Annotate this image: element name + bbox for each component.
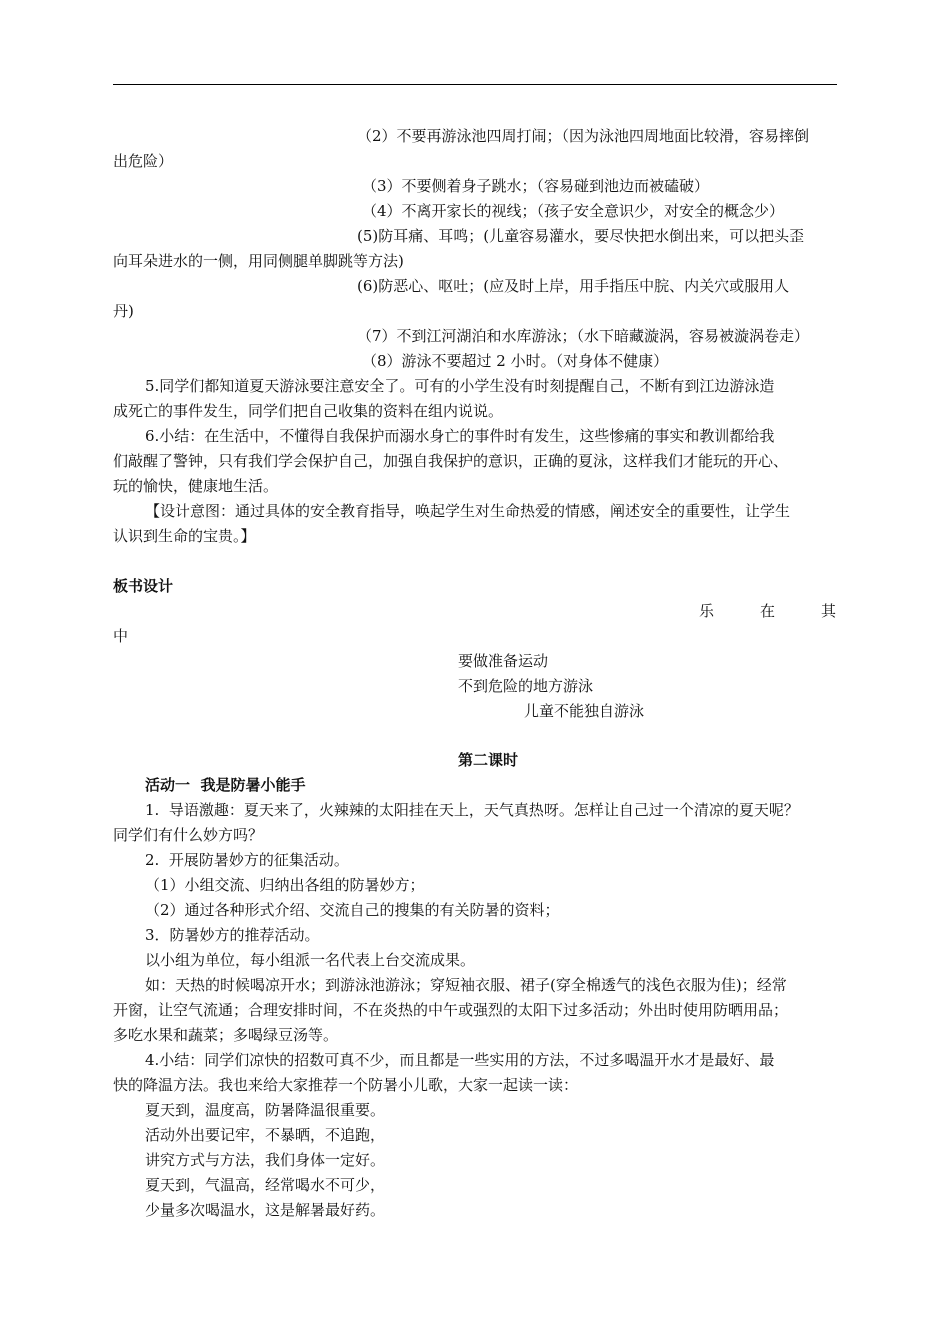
- lesson-2-title: 第二课时: [458, 751, 519, 769]
- song-line-1: 夏天到，温度高，防暑降温很重要。: [145, 1101, 386, 1119]
- safety-item-6-cont: 丹): [113, 302, 134, 320]
- paragraph-5-line-1: 5.同学们都知道夏天游泳要注意安全了。可有的小学生没有时刻提醒自己，不断有到江边游泳造: [145, 377, 775, 395]
- design-intent-line-1: 【设计意图：通过具体的安全教育指导，唤起学生对生命热爱的情感，阐述安全的重要性，让学生: [145, 502, 791, 520]
- paragraph-5-line-2: 成死亡的事件发生，同学们把自己收集的资料在组内说说。: [113, 402, 504, 420]
- board-title-char-2: 在: [760, 602, 776, 620]
- activity-1-heading: 活动一 我是防暑小能手: [145, 776, 306, 794]
- song-line-2: 活动外出要记牢，不暴晒，不追跑，: [145, 1126, 386, 1144]
- safety-item-2-cont: 出危险）: [113, 152, 174, 170]
- header-rule: [113, 84, 837, 85]
- board-line-2: 不到危险的地方游泳: [458, 677, 594, 695]
- step-3: 3．防暑妙方的推荐活动。: [145, 926, 320, 944]
- paragraph-6-line-2: 们敲醒了警钟，只有我们学会保护自己，加强自我保护的意识，正确的夏泳，这样我们才能玩的开心、: [113, 452, 789, 470]
- paragraph-6-line-1: 6.小结：在生活中，不懂得自我保护而溺水身亡的事件时有发生，这些惨痛的事实和教训都给我: [145, 427, 775, 445]
- song-line-4: 夏天到，气温高，经常喝水不可少，: [145, 1176, 386, 1194]
- safety-item-2: （2）不要再游泳池四周打闹；（因为泳池四周地面比较滑，容易摔倒: [357, 127, 810, 145]
- safety-item-5: (5)防耳痛、耳鸣；(儿童容易灌水，要尽快把水倒出来，可以把头歪: [357, 227, 805, 245]
- board-line-3: 儿童不能独自游泳: [524, 702, 645, 720]
- safety-item-5-cont: 向耳朵进水的一侧，用同侧腿单脚跳等方法): [113, 252, 404, 270]
- safety-item-3: （3）不要侧着身子跳水；（容易碰到池边而被磕破）: [362, 177, 710, 195]
- examples-line-1: 如：天热的时候喝凉开水；到游泳池游泳；穿短袖衣服、裙子(穿全棉透气的浅色衣服为佳)；经常: [145, 976, 787, 994]
- song-line-5: 少量多次喝温水，这是解暑最好药。: [145, 1201, 386, 1219]
- board-title-char-3: 其: [821, 602, 837, 620]
- song-line-3: 讲究方式与方法，我们身体一定好。: [145, 1151, 386, 1169]
- safety-item-6: (6)防恶心、呕吐；(应及时上岸，用手指压中脘、内关穴或服用人: [357, 277, 790, 295]
- step-1-line-1: 1. 导语激趣：夏天来了，火辣辣的太阳挂在天上，天气真热呀。怎样让自己过一个清凉的夏天呢？: [145, 801, 799, 819]
- step-2-sub-1: （1）小组交流、归纳出各组的防暑妙方；: [145, 876, 425, 894]
- board-title-char-4: 中: [113, 627, 129, 645]
- safety-item-8: （8）游泳不要超过 2 小时。（对身体不健康）: [362, 352, 669, 370]
- step-2: 2. 开展防暑妙方的征集活动。: [145, 851, 349, 869]
- examples-line-3: 多吃水果和蔬菜；多喝绿豆汤等。: [113, 1026, 339, 1044]
- board-title-char-1: 乐: [699, 602, 715, 620]
- design-intent-line-2: 认识到生命的宝贵。】: [113, 527, 256, 545]
- step-1-line-2: 同学们有什么妙方吗？: [113, 826, 264, 844]
- safety-item-7: （7）不到江河湖泊和水库游泳；（水下暗藏漩涡，容易被漩涡卷走）: [357, 327, 810, 345]
- board-design-heading: 板书设计: [113, 577, 174, 595]
- step-4-line-2: 快的降温方法。我也来给大家推荐一个防暑小儿歌，大家一起读一读：: [113, 1076, 579, 1094]
- paragraph-6-line-3: 玩的愉快，健康地生活。: [113, 477, 279, 495]
- board-line-1: 要做准备运动: [458, 652, 549, 670]
- step-2-sub-2: （2）通过各种形式介绍、交流自己的搜集的有关防暑的资料；: [145, 901, 560, 919]
- examples-line-2: 开窗，让空气流通；合理安排时间，不在炎热的中午或强烈的太阳下过多活动；外出时使用防晒用品；: [113, 1001, 789, 1019]
- step-3-detail: 以小组为单位，每小组派一名代表上台交流成果。: [145, 951, 476, 969]
- safety-item-4: （4）不离开家长的视线；（孩子安全意识少，对安全的概念少）: [362, 202, 785, 220]
- step-4-line-1: 4.小结：同学们凉快的招数可真不少，而且都是一些实用的方法，不过多喝温开水才是最好、最: [145, 1051, 775, 1069]
